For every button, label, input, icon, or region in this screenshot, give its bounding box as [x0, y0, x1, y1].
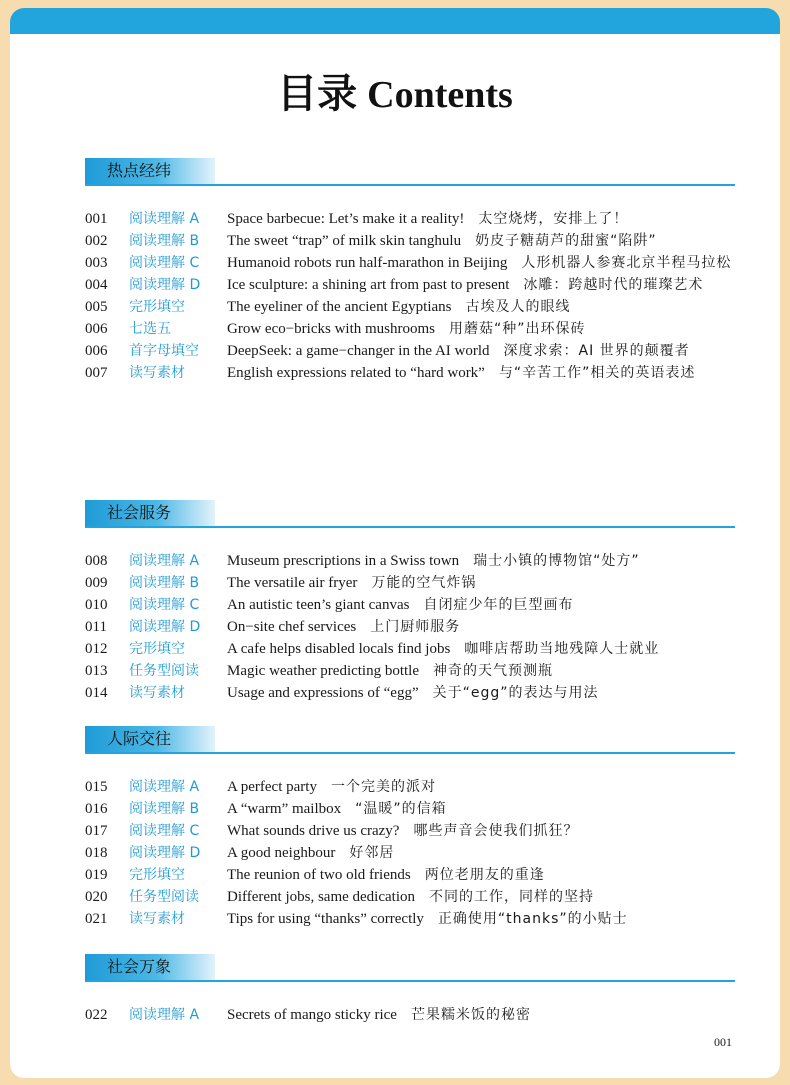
entry-page-number: 006 [85, 321, 108, 337]
section-header [85, 954, 735, 982]
toc-page [10, 8, 780, 1078]
section-header [85, 500, 735, 528]
entry-title-chinese: 关于“egg”的表达与用法 [432, 685, 599, 701]
entry-page-number: 001 [85, 211, 108, 227]
entry-title-chinese: 瑞士小镇的博物馆“处方” [473, 553, 640, 569]
entry-page-number: 004 [85, 277, 108, 293]
entry-page-number: 022 [85, 1007, 108, 1023]
entry-category: 任务型阅读 [129, 889, 199, 905]
entry-list [85, 550, 735, 704]
entry-title-chinese: 冰雕：跨越时代的璀璨艺术 [523, 277, 704, 293]
section-header [85, 726, 735, 754]
entry-page-number: 013 [85, 663, 108, 679]
entry-title-english: DeepSeek: a game−changer in the AI world [227, 343, 490, 359]
entry-title-english: Magic weather predicting bottle [227, 663, 420, 679]
toc-entry[interactable] [85, 296, 735, 318]
entry-title [227, 274, 735, 296]
toc-entry[interactable] [85, 798, 735, 820]
entry-title-chinese: 不同的工作，同样的坚持 [429, 889, 594, 905]
entry-title-english: Usage and expressions of “egg” [227, 685, 419, 701]
toc-entry[interactable] [85, 550, 735, 572]
entry-category: 完形填空 [129, 641, 185, 657]
entry-category: 阅读理解 A [129, 211, 200, 227]
toc-entry[interactable] [85, 252, 735, 274]
entry-title [227, 1004, 735, 1026]
entry-category: 任务型阅读 [129, 663, 199, 679]
entry-page-number: 008 [85, 553, 108, 569]
entry-page-number: 003 [85, 255, 108, 271]
entry-title-english: Space barbecue: Let’s make it a reality! [227, 211, 465, 227]
entry-page-number: 016 [85, 801, 108, 817]
entry-category: 阅读理解 C [129, 597, 200, 613]
entry-category: 读写素材 [129, 685, 185, 701]
toc-entry[interactable] [85, 638, 735, 660]
entry-title [227, 594, 735, 616]
entry-title-chinese: 人形机器人参赛北京半程马拉松 [521, 255, 732, 271]
entry-title-chinese: 咖啡店帮助当地残障人士就业 [464, 641, 660, 657]
entry-page-number: 005 [85, 299, 108, 315]
toc-entry[interactable] [85, 864, 735, 886]
toc-entry[interactable] [85, 572, 735, 594]
entry-title-chinese: 与“辛苦工作”相关的英语表述 [498, 365, 696, 381]
section-title: 热点经纬 [85, 158, 215, 184]
section-divider [85, 752, 735, 754]
entry-title [227, 682, 735, 704]
entry-title-english: English expressions related to “hard work” [227, 365, 485, 381]
entry-page-number: 014 [85, 685, 108, 701]
entry-title-english: The sweet “trap” of milk skin tanghulu [227, 233, 462, 249]
entry-title-english: A perfect party [227, 779, 317, 795]
entry-page-number: 009 [85, 575, 108, 591]
toc-entry[interactable] [85, 1004, 735, 1026]
entry-page-number: 018 [85, 845, 108, 861]
entry-title [227, 638, 735, 660]
toc-section [85, 954, 735, 1026]
title-english: Contents [367, 74, 513, 116]
entry-title-chinese: 上门厨师服务 [370, 619, 461, 635]
entry-list [85, 1004, 735, 1026]
entry-page-number: 010 [85, 597, 108, 613]
entry-category: 阅读理解 B [129, 801, 200, 817]
entry-title-chinese: 芒果糯米饭的秘密 [410, 1007, 531, 1023]
entry-title-english: Grow eco−bricks with mushrooms [227, 321, 436, 337]
entry-title-chinese: 哪些声音会使我们抓狂？ [413, 823, 579, 839]
entry-page-number: 006 [85, 343, 108, 359]
entry-title-chinese: “温暖”的信箱 [355, 801, 447, 817]
entry-title-chinese: 用蘑菇“种”出环保砖 [449, 321, 586, 337]
entry-title-chinese: 一个完美的派对 [330, 779, 436, 795]
toc-entry[interactable] [85, 682, 735, 704]
entry-title-english: A cafe helps disabled locals find jobs [227, 641, 451, 657]
entry-page-number: 002 [85, 233, 108, 249]
toc-entry[interactable] [85, 886, 735, 908]
section-header [85, 158, 735, 186]
entry-title-english: A “warm” mailbox [227, 801, 342, 817]
entry-title [227, 230, 735, 252]
toc-entry[interactable] [85, 616, 735, 638]
toc-section [85, 500, 735, 704]
entry-title [227, 798, 735, 820]
entry-title [227, 616, 735, 638]
title-chinese: 目录 [277, 71, 358, 117]
entry-title-chinese: 深度求索：AI 世界的颠覆者 [503, 343, 690, 359]
entry-title-english: The eyeliner of the ancient Egyptians [227, 299, 452, 315]
entry-title [227, 252, 735, 274]
toc-entry[interactable] [85, 776, 735, 798]
entry-page-number: 020 [85, 889, 108, 905]
entry-page-number: 011 [85, 619, 107, 635]
entry-title-english: Tips for using “thanks” correctly [227, 911, 424, 927]
entry-category: 阅读理解 C [129, 255, 200, 271]
toc-entry[interactable] [85, 274, 735, 296]
entry-title-chinese: 正确使用“thanks”的小贴士 [437, 911, 628, 927]
toc-entry[interactable] [85, 842, 735, 864]
entry-title [227, 842, 735, 864]
entry-category: 阅读理解 A [129, 553, 200, 569]
entry-title-english: Museum prescriptions in a Swiss town [227, 553, 460, 569]
entry-title-english: Different jobs, same dedication [227, 889, 415, 905]
entry-list [85, 776, 735, 930]
entry-title [227, 908, 735, 930]
entry-title [227, 864, 735, 886]
section-title: 人际交往 [85, 726, 215, 752]
entry-title [227, 572, 735, 594]
entry-page-number: 019 [85, 867, 108, 883]
toc-entry[interactable] [85, 362, 735, 384]
entry-title [227, 362, 735, 384]
top-color-bar [10, 8, 780, 34]
entry-title-chinese: 神奇的天气预测瓶 [433, 663, 554, 679]
section-divider [85, 526, 735, 528]
entry-title [227, 550, 735, 572]
entry-category: 阅读理解 C [129, 823, 200, 839]
entry-category: 完形填空 [129, 299, 185, 315]
entry-title-english: A good neighbour [227, 845, 336, 861]
entry-title-english: The reunion of two old friends [227, 867, 411, 883]
entry-title-chinese: 两位老朋友的重逢 [424, 867, 545, 883]
entry-category: 阅读理解 D [129, 619, 201, 635]
toc-entry[interactable] [85, 340, 735, 362]
entry-title-english: The versatile air fryer [227, 575, 358, 591]
entry-category: 首字母填空 [129, 343, 199, 359]
entry-title [227, 318, 735, 340]
section-divider [85, 184, 735, 186]
entry-category: 完形填空 [129, 867, 185, 883]
entry-title [227, 886, 735, 908]
entry-category: 阅读理解 B [129, 233, 200, 249]
toc-entry[interactable] [85, 594, 735, 616]
section-title: 社会服务 [85, 500, 215, 526]
entry-category: 读写素材 [129, 365, 185, 381]
toc-entry[interactable] [85, 820, 735, 842]
section-divider [85, 980, 735, 982]
entry-title [227, 296, 735, 318]
entry-title-chinese: 太空烧烤，安排上了！ [478, 211, 629, 227]
entry-title [227, 208, 735, 230]
entry-category: 阅读理解 B [129, 575, 200, 591]
page-number: 001 [714, 1035, 732, 1049]
entry-list [85, 208, 735, 384]
entry-title [227, 660, 735, 682]
entry-title-chinese: 万能的空气炸锅 [371, 575, 477, 591]
toc-entry[interactable] [85, 208, 735, 230]
entry-title-english: Secrets of mango sticky rice [227, 1007, 397, 1023]
toc-entry[interactable] [85, 908, 735, 930]
toc-entry[interactable] [85, 660, 735, 682]
entry-title [227, 776, 735, 798]
entry-page-number: 015 [85, 779, 108, 795]
toc-section [85, 158, 735, 384]
entry-category: 读写素材 [129, 911, 185, 927]
entry-page-number: 017 [85, 823, 108, 839]
entry-title-chinese: 自闭症少年的巨型画布 [423, 597, 574, 613]
entry-category: 阅读理解 A [129, 779, 200, 795]
entry-title-english: What sounds drive us crazy? [227, 823, 400, 839]
entry-title-english: An autistic teen’s giant canvas [227, 597, 410, 613]
page-title [10, 62, 780, 119]
entry-title [227, 340, 735, 362]
entry-title-chinese: 古埃及人的眼线 [465, 299, 571, 315]
entry-category: 阅读理解 A [129, 1007, 200, 1023]
entry-title [227, 820, 735, 842]
entry-category: 阅读理解 D [129, 845, 201, 861]
entry-title-english: On−site chef services [227, 619, 357, 635]
entry-title-chinese: 奶皮子糖葫芦的甜蜜“陷阱” [475, 233, 657, 249]
entry-title-chinese: 好邻居 [349, 845, 395, 861]
entry-category: 七选五 [129, 321, 171, 337]
toc-entry[interactable] [85, 230, 735, 252]
toc-section [85, 726, 735, 930]
entry-title-english: Ice sculpture: a shining art from past to present [227, 277, 510, 293]
entry-page-number: 007 [85, 365, 108, 381]
entry-page-number: 021 [85, 911, 108, 927]
entry-title-english: Humanoid robots run half-marathon in Beijing [227, 255, 508, 271]
toc-entry[interactable] [85, 318, 735, 340]
entry-page-number: 012 [85, 641, 108, 657]
section-title: 社会万象 [85, 954, 215, 980]
entry-category: 阅读理解 D [129, 277, 201, 293]
